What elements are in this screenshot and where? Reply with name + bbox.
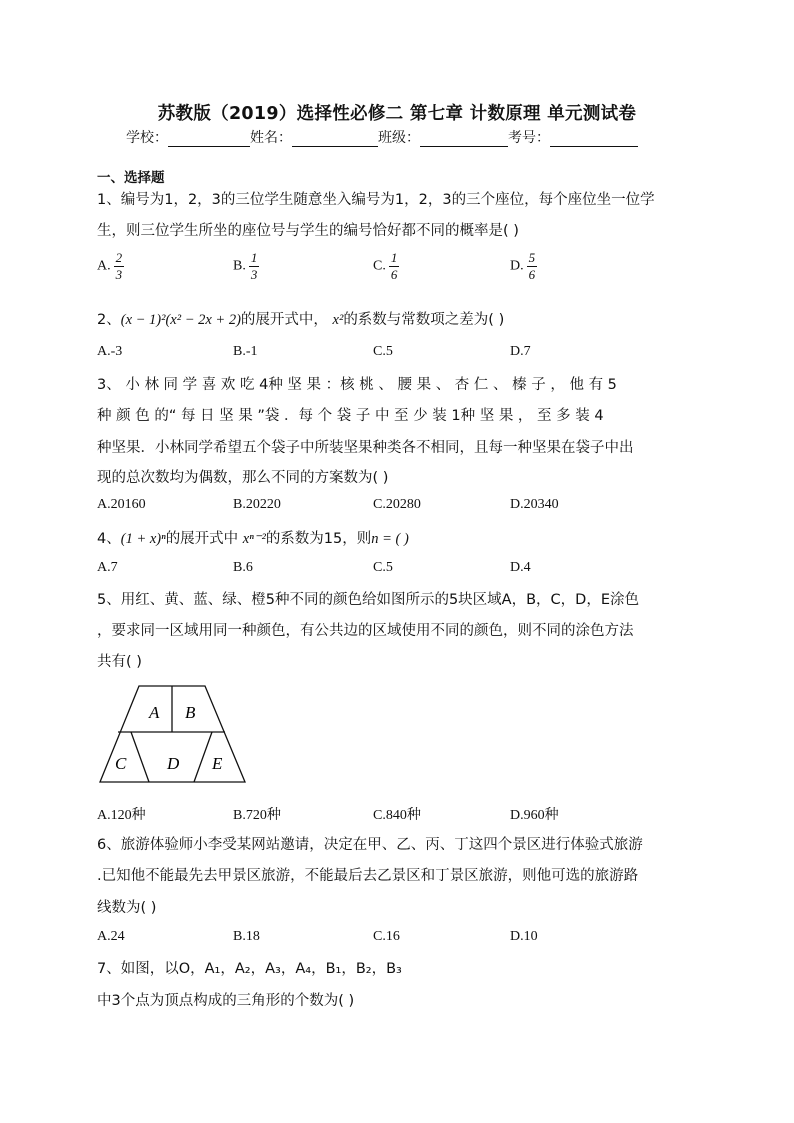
student-info-row xyxy=(126,127,686,147)
option-label: D. xyxy=(510,258,524,274)
q3-option-b[interactable]: B.20220 xyxy=(233,497,281,512)
region-a-label: A xyxy=(149,703,160,722)
fraction xyxy=(114,250,125,283)
exam-number-blank[interactable] xyxy=(550,131,638,147)
numerator: 5 xyxy=(528,250,536,265)
denominator: 3 xyxy=(115,267,123,282)
q5-option-d[interactable]: D.960种 xyxy=(510,808,559,823)
q6-option-c[interactable]: C.16 xyxy=(373,929,400,944)
numerator: 1 xyxy=(250,250,258,265)
q6-line-2: .已知他不能最先去甲景区旅游，不能最后去乙景区和丁景区旅游，则他可选的旅游路 xyxy=(97,868,639,884)
q4-text-2: 的系数为15，则 xyxy=(265,531,372,547)
region-c-label: C xyxy=(115,754,127,773)
class-label: 班级： xyxy=(378,130,420,146)
divider-cd xyxy=(131,732,149,782)
q4-line xyxy=(97,527,697,548)
q1-option-c[interactable] xyxy=(373,250,399,283)
q3-line-1: 3、 小 林 同 学 喜 欢 吃 4种 坚 果 ：核 桃 、 腰 果 、 杏 仁 、 榛 子 ， 他 有 5 xyxy=(97,377,617,393)
q5-region-figure xyxy=(97,680,247,790)
q3-line-4: 现的总次数均为偶数，那么不同的方案数为( ) xyxy=(97,470,389,486)
q5-line-2: ，要求同一区域用同一种颜色，有公共边的区域使用不同的颜色，则不同的涂色方法 xyxy=(97,623,634,639)
q5-line-3: 共有( ) xyxy=(97,654,142,670)
denominator: 6 xyxy=(390,267,398,282)
fraction xyxy=(527,250,538,283)
q6-option-d[interactable]: D.10 xyxy=(510,929,538,944)
q3-option-d[interactable]: D.20340 xyxy=(510,497,559,512)
q1-option-b[interactable] xyxy=(233,250,259,283)
q1-option-a[interactable] xyxy=(97,250,124,283)
page-title: 苏教版（2019）选择性必修二 第七章 计数原理 单元测试卷 xyxy=(157,104,637,124)
region-b-label: B xyxy=(185,703,196,722)
q2-term: x² xyxy=(332,312,344,328)
q6-option-b[interactable]: B.18 xyxy=(233,929,260,944)
q4-expression: (1 + x)ⁿ xyxy=(120,531,166,547)
q5-line-1: 5、用红、黄、蓝、绿、橙5种不同的颜色给如图所示的5块区域A，B，C，D，E涂色 xyxy=(97,592,639,608)
q2-option-a[interactable]: A.-3 xyxy=(97,344,123,359)
q2-text: 的展开式中， xyxy=(240,312,328,328)
section-heading: 一、选择题 xyxy=(97,170,165,186)
q1-options xyxy=(97,250,697,290)
q3-option-a[interactable]: A.20160 xyxy=(97,497,146,512)
divider-de xyxy=(194,732,212,782)
q4-option-c[interactable]: C.5 xyxy=(373,560,393,575)
option-label: A. xyxy=(97,258,111,274)
q1-option-d[interactable] xyxy=(510,250,537,283)
q4-equation: n = ( ) xyxy=(371,531,409,547)
q2-option-b[interactable]: B.-1 xyxy=(233,344,258,359)
denominator: 3 xyxy=(250,267,258,282)
option-label: B. xyxy=(233,258,246,274)
denominator: 6 xyxy=(528,267,536,282)
q2-line xyxy=(97,308,697,329)
q3-line-3: 种坚果．小林同学希望五个袋子中所装坚果种类各不相同，且每一种坚果在袋子中出 xyxy=(97,440,634,456)
q2-text-end: 的系数与常数项之差为( ) xyxy=(343,312,505,328)
q4-text: 的展开式中 xyxy=(165,531,239,547)
q2-option-d[interactable]: D.7 xyxy=(510,344,531,359)
q4-option-d[interactable]: D.4 xyxy=(510,560,531,575)
q2-expression: (x − 1)²(x² − 2x + 2) xyxy=(120,312,241,328)
q1-line-2: 生，则三位学生所坐的座位号与学生的编号恰好都不同的概率是( ) xyxy=(97,223,519,239)
name-label: 姓名： xyxy=(250,130,292,146)
fraction xyxy=(249,250,260,283)
numerator: 2 xyxy=(115,250,123,265)
fraction xyxy=(389,250,400,283)
q6-line-3: 线数为( ) xyxy=(97,900,157,916)
school-blank[interactable] xyxy=(168,131,250,147)
region-d-label: D xyxy=(167,754,180,773)
q7-line-1: 7、如图，以O，A₁，A₂，A₃，A₄，B₁，B₂，B₃ xyxy=(97,961,402,977)
q5-option-c[interactable]: C.840种 xyxy=(373,808,421,823)
q3-line-2: 种 颜 色 的“ 每 日 坚 果 ”袋 ．每 个 袋 子 中 至 少 装 1种 坚 果 ， 至 多 装 4 xyxy=(97,408,604,424)
exam-number-label: 考号： xyxy=(508,130,550,146)
q2-option-c[interactable]: C.5 xyxy=(373,344,393,359)
q6-line-1: 6、旅游体验师小李受某网站邀请，决定在甲、乙、丙、丁这四个景区进行体验式旅游 xyxy=(97,837,643,853)
school-label: 学校： xyxy=(126,130,168,146)
q4-option-b[interactable]: B.6 xyxy=(233,560,253,575)
class-blank[interactable] xyxy=(420,131,508,147)
q5-option-b[interactable]: B.720种 xyxy=(233,808,281,823)
q2-number: 2、 xyxy=(97,312,121,328)
q4-option-a[interactable]: A.7 xyxy=(97,560,118,575)
region-e-label: E xyxy=(212,754,223,773)
q3-option-c[interactable]: C.20280 xyxy=(373,497,421,512)
q5-option-a[interactable]: A.120种 xyxy=(97,808,146,823)
q4-number: 4、 xyxy=(97,531,121,547)
q6-option-a[interactable]: A.24 xyxy=(97,929,125,944)
q4-term: xⁿ⁻² xyxy=(242,531,266,547)
name-blank[interactable] xyxy=(292,131,378,147)
numerator: 1 xyxy=(390,250,398,265)
q1-line-1: 1、编号为1，2，3的三位学生随意坐入编号为1，2，3的三个座位，每个座位坐一位学 xyxy=(97,192,655,208)
option-label: C. xyxy=(373,258,386,274)
q7-line-2: 中3个点为顶点构成的三角形的个数为( ) xyxy=(97,993,355,1009)
